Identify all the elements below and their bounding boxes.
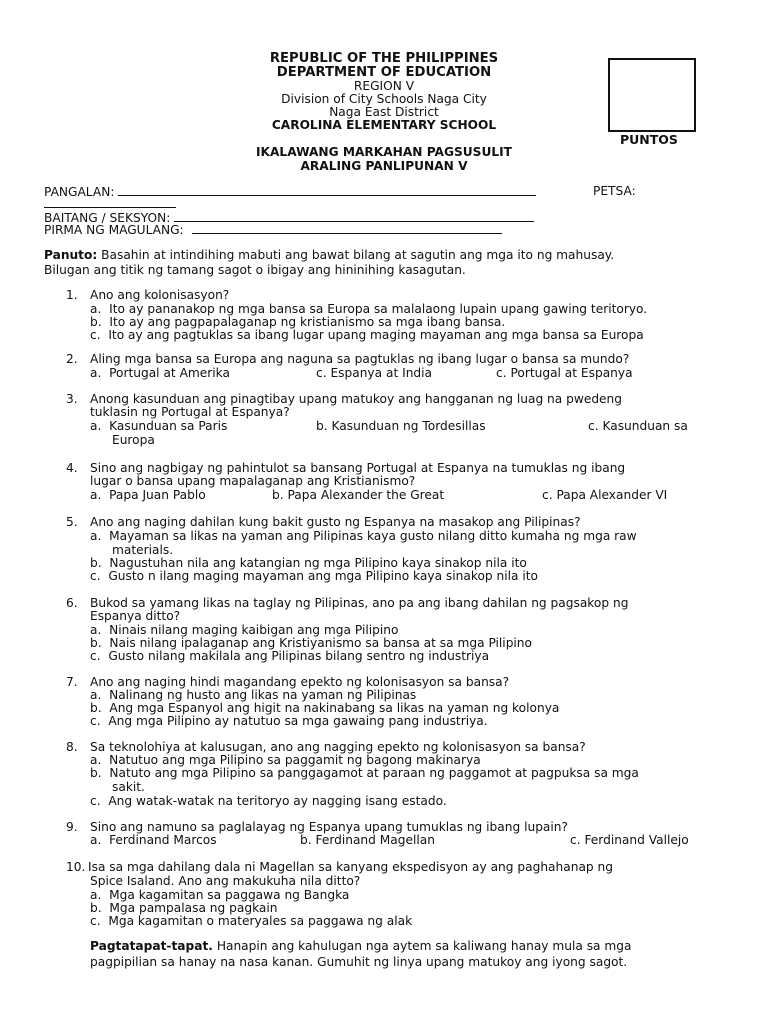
question-text: Ano ang naging hindi magandang epekto ng kolonisasyon sa bansa?: [90, 675, 510, 689]
grade-section-line[interactable]: [174, 211, 534, 222]
option-a-continued: materials.: [112, 543, 174, 557]
option-c[interactable]: c. Ferdinand Vallejo: [570, 833, 689, 847]
question-text-line-2: tuklasin ng Portugal at Espanya?: [90, 405, 290, 419]
option-a[interactable]: a. Ferdinand Marcos: [90, 833, 217, 847]
question-number: 8.: [66, 740, 78, 754]
matching-text-2: pagpipilian sa hanay na nasa kanan. Gumuhit ng linya upang matukoy ang iyong sagot.: [90, 955, 628, 969]
header-department: DEPARTMENT OF EDUCATION: [276, 65, 492, 80]
option-c[interactable]: c. Mga kagamitan o materyales sa paggawa ng alak: [90, 914, 413, 928]
option-c[interactable]: c. Gusto n ilang maging mayaman ang mga Pilipino kaya sinakop nila ito: [90, 569, 539, 583]
option-c[interactable]: c. Papa Alexander VI: [542, 488, 668, 502]
header-district: Naga East District: [329, 105, 439, 119]
question-text-line-1: Bukod sa yamang likas na taglay ng Pilipinas, ano pa ang ibang dahilan ng pagsakop ng: [90, 596, 629, 610]
option-b[interactable]: b. Ang mga Espanyol ang higit na nakinabang sa likas na yaman ng kolonya: [90, 701, 560, 715]
option-c[interactable]: c. Ito ay ang pagtuklas sa ibang lugar upang maging mayaman ang mga bansa sa Europa: [90, 328, 644, 342]
parent-signature-label: PIRMA NG MAGULANG:: [44, 223, 184, 237]
date-line[interactable]: [44, 197, 176, 208]
question-number: 5.: [66, 515, 78, 529]
score-label: PUNTOS: [620, 132, 678, 147]
date-label: PETSA:: [593, 184, 636, 198]
matching-text-1: Hanapin ang kahulugan nga aytem sa kaliwang hanay mula sa mga: [216, 939, 632, 953]
option-b[interactable]: b. Ito ay ang pagpapalaganap ng kristianismo sa mga ibang bansa.: [90, 315, 506, 329]
date-field[interactable]: [44, 197, 176, 211]
option-a[interactable]: a. Nalinang ng husto ang likas na yaman ng Pilipinas: [90, 688, 417, 702]
question-number: 6.: [66, 596, 78, 610]
header-school: CAROLINA ELEMENTARY SCHOOL: [271, 118, 497, 132]
option-a[interactable]: a. Portugal at Amerika: [90, 366, 230, 380]
question-number: 3.: [66, 392, 78, 406]
option-a[interactable]: a. Natutuo ang mga Pilipino sa paggamit ng bagong makinarya: [90, 753, 481, 767]
option-c[interactable]: c. Kasunduan sa: [588, 419, 688, 433]
option-c[interactable]: c. Ang mga Pilipino ay natutuo sa mga gawaing pang industriya.: [90, 714, 488, 728]
option-b[interactable]: b. Mga pampalasa ng pagkain: [90, 901, 278, 915]
option-c[interactable]: c. Gusto nilang makilala ang Pilipinas bilang sentro ng industriya: [90, 649, 490, 663]
exam-subject: ARALING PANLIPUNAN V: [300, 159, 468, 173]
question-number: 2.: [66, 352, 78, 366]
question-text-line-2: Espanya ditto?: [90, 609, 181, 623]
option-c[interactable]: c. Portugal at Espanya: [496, 366, 633, 380]
option-a[interactable]: a. Mga kagamitan sa paggawa ng Bangka: [90, 888, 350, 902]
option-a[interactable]: a. Ninais nilang maging kaibigan ang mga Pilipino: [90, 623, 399, 637]
option-b[interactable]: b. Nagustuhan nila ang katangian ng mga Pilipino kaya sinakop nila ito: [90, 556, 527, 570]
option-b[interactable]: b. Natuto ang mga Pilipino sa panggagamot at paraan ng paggamot at pagpuksa sa mga: [90, 766, 639, 780]
grade-section-label: BAITANG / SEKSYON:: [44, 211, 171, 225]
option-b[interactable]: b. Nais nilang ipalaganap ang Kristiyanismo sa bansa at sa mga Pilipino: [90, 636, 532, 650]
question-text-line-1: Anong kasunduan ang pinagtibay upang matukoy ang hangganan ng luag na pwedeng: [90, 392, 623, 406]
option-b[interactable]: b. Papa Alexander the Great: [272, 488, 445, 502]
question-number: 10.: [66, 860, 86, 874]
instructions-text-2: Bilugan ang titik ng tamang sagot o ibigay ang hininihing kasagutan.: [44, 263, 466, 277]
instructions-text-1: Basahin at intindihing mabuti ang bawat bilang at sagutin ang mga ito ng mahusay.: [101, 248, 615, 262]
question-text-line-2: lugar o bansa upang mapalaganap ang Kristianismo?: [90, 474, 416, 488]
question-text: Sa teknolohiya at kalusugan, ano ang nagging epekto ng kolonisasyon sa bansa?: [90, 740, 586, 754]
question-number: 9.: [66, 820, 78, 834]
header-republic: REPUBLIC OF THE PHILIPPINES: [269, 51, 499, 66]
question-text-line-1: Isa sa mga dahilang dala ni Magellan sa kanyang ekspedisyon ay ang paghahanap ng: [88, 860, 613, 874]
option-a-continued: Europa: [112, 433, 155, 447]
option-a[interactable]: a. Mayaman sa likas na yaman ang Pilipinas kaya gusto nilang ditto kumaha ng mga raw: [90, 529, 637, 543]
option-b[interactable]: b. Ferdinand Magellan: [300, 833, 435, 847]
parent-signature-line[interactable]: [192, 223, 502, 234]
question-number: 7.: [66, 675, 78, 689]
name-line[interactable]: [118, 185, 536, 196]
option-c[interactable]: c. Ang watak-watak na teritoryo ay nagging isang estado.: [90, 794, 447, 808]
matching-label: Pagtatapat-tapat.: [90, 939, 213, 953]
question-text: Aling mga bansa sa Europa ang naguna sa pagtuklas ng ibang lugar o bansa sa mundo?: [90, 352, 630, 366]
header-division: Division of City Schools Naga City: [281, 92, 487, 106]
header-region: REGION V: [353, 79, 415, 93]
score-box[interactable]: [608, 58, 696, 132]
option-a[interactable]: a. Ito ay pananakop ng mga bansa sa Europa sa malalaong lupain upang gawing teritoryo.: [90, 302, 648, 316]
option-a[interactable]: a. Kasunduan sa Paris: [90, 419, 228, 433]
option-b-continued: sakit.: [112, 780, 145, 794]
question-text-line-2: Spice Isaland. Ano ang makukuha nila ditto?: [90, 874, 361, 888]
question-text: Ano ang kolonisasyon?: [90, 288, 230, 302]
name-label: PANGALAN:: [44, 185, 115, 199]
option-b[interactable]: c. Espanya at India: [316, 366, 433, 380]
question-number: 1.: [66, 288, 78, 302]
option-b[interactable]: b. Kasunduan ng Tordesillas: [316, 419, 486, 433]
question-text: Ano ang naging dahilan kung bakit gusto ng Espanya na masakop ang Pilipinas?: [90, 515, 581, 529]
question-number: 4.: [66, 461, 78, 475]
exam-title: IKALAWANG MARKAHAN PAGSUSULIT: [256, 145, 512, 159]
question-text: Sino ang namuno sa paglalayag ng Espanya upang tumuklas ng ibang lupain?: [90, 820, 568, 834]
question-text-line-1: Sino ang nagbigay ng pahintulot sa bansang Portugal at Espanya na tumuklas ng ibang: [90, 461, 626, 475]
instructions: [44, 249, 614, 262]
instructions-label: Panuto:: [44, 248, 98, 262]
matching-instructions: [90, 940, 631, 953]
option-a[interactable]: a. Papa Juan Pablo: [90, 488, 206, 502]
parent-signature-field[interactable]: [44, 223, 502, 237]
